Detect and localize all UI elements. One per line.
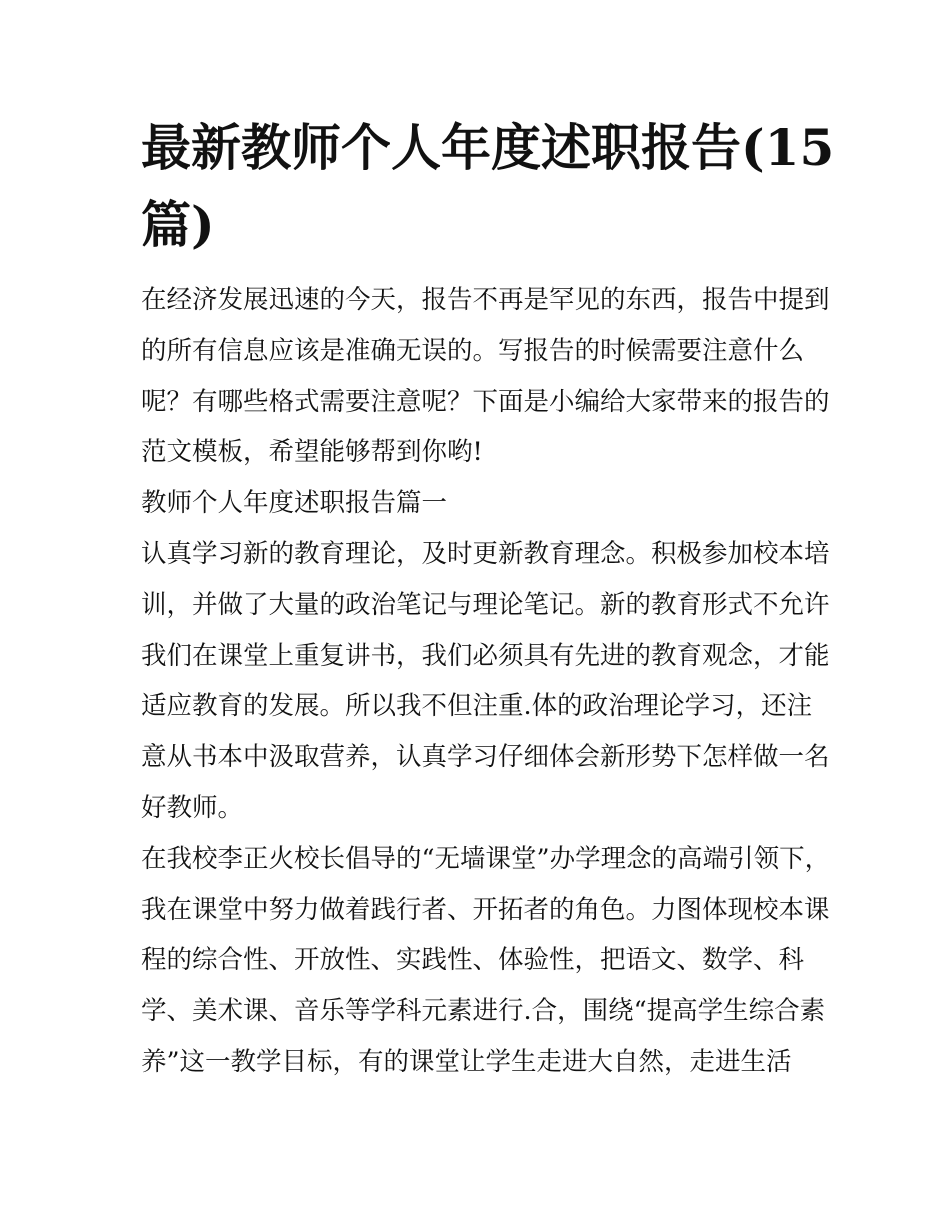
document-title <box>141 109 834 263</box>
paragraph-line: 学、美术课、音乐等学科元素进行.合，围绕“提高学生综合素 <box>141 996 826 1027</box>
paragraph-line: 程的综合性、开放性、实践性、体验性，把语文、数学、科 <box>141 945 805 976</box>
intro-line: 在经济发展迅速的今天，报告不再是罕见的东西，报告中提到 <box>141 285 830 315</box>
paragraph-line: 在我校李正火校长倡导的“无墙课堂”办学理念的高端引领下， <box>141 843 831 874</box>
intro-line: 的所有信息应该是准确无误的。写报告的时候需要注意什么 <box>141 335 805 366</box>
paragraph-line: 意从书本中汲取营养，认真学习仔细体会新形势下怎样做一名 <box>141 742 830 773</box>
paragraph-line: 我在课堂中努力做着践行者、开拓者的角色。力图体现校本课 <box>141 894 830 925</box>
document-body <box>141 275 830 1088</box>
paragraph-line: 好教师。 <box>141 792 244 823</box>
paragraph-line: 我们在课堂上重复讲书，我们必须具有先进的教育观念，才能 <box>141 640 830 671</box>
paragraph-line: 适应教育的发展。所以我不但注重.体的政治理论学习，还注 <box>141 691 813 722</box>
title-line: 最新教师个人年度述职报告(15 <box>141 118 835 177</box>
title-line: 篇) <box>141 195 215 254</box>
paragraph-line: 认真学习新的教育理论，及时更新教育理念。积极参加校本培 <box>141 538 830 569</box>
paragraph-line: 训，并做了大量的政治笔记与理论笔记。新的教育形式不允许 <box>141 589 830 620</box>
paragraph-line: 养”这一教学目标，有的课堂让学生走进大自然，走进生活 <box>141 1046 792 1077</box>
intro-line: 范文模板，希望能够帮到你哟! <box>141 437 483 468</box>
section-heading: 教师个人年度述职报告篇一 <box>141 488 448 519</box>
intro-line: 呢？有哪些格式需要注意呢？下面是小编给大家带来的报告的 <box>141 386 830 417</box>
